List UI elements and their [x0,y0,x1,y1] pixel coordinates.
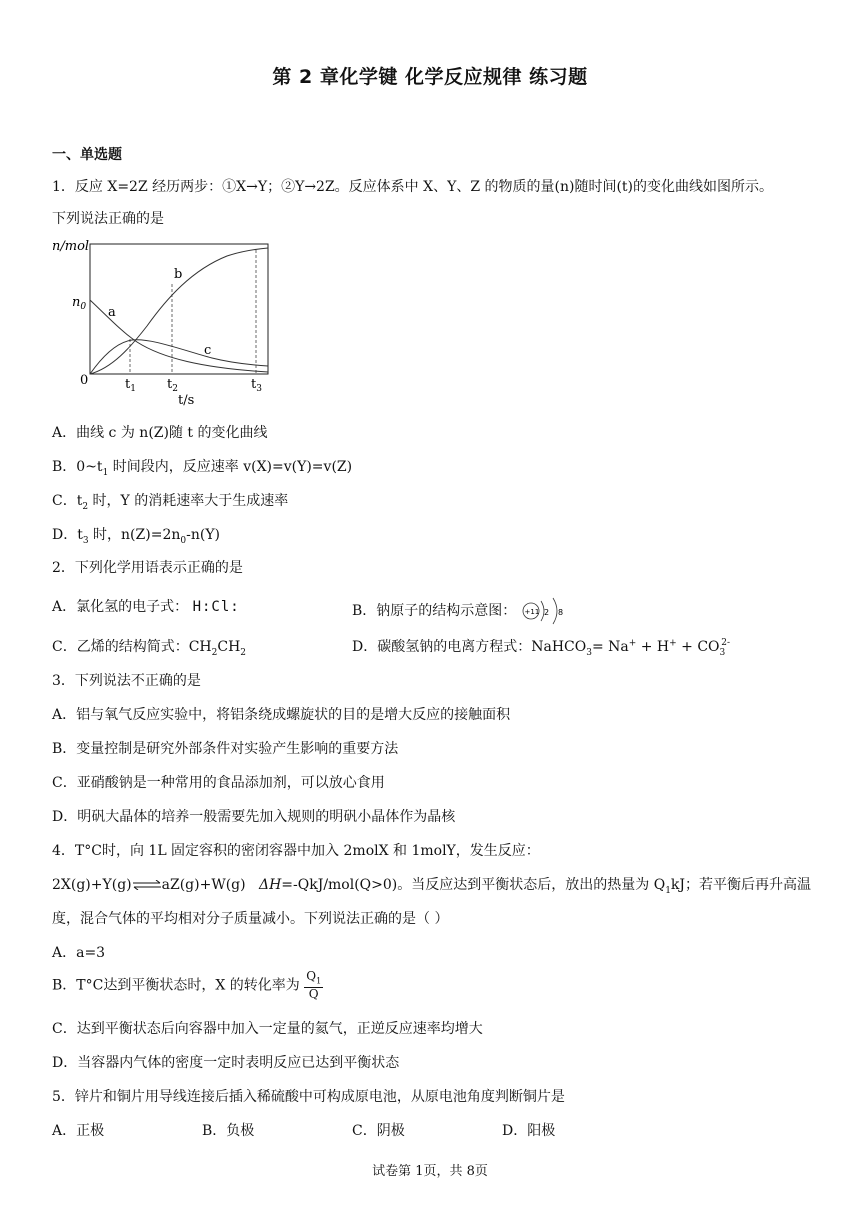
curve-c-label: c [204,343,212,358]
curve-c [90,340,268,374]
hcl-electron-formula: H:Cl: [192,599,240,615]
q3-option-d: D．明矾大晶体的培养一般需要先加入规则的明矾小晶体作为晶核 [52,809,456,825]
svg-text:8: 8 [557,608,563,617]
q5-stem: 5．锌片和铜片用导线连接后插入稀硫酸中可构成原电池，从原电池角度判断铜片是 [52,1089,565,1105]
q1-stem-line2: 下列说法正确的是 [52,211,164,227]
q4-option-d: D．当容器内气体的密度一定时表明反应已达到平衡状态 [52,1055,400,1071]
q1-option-b: B．$0\sim t_1$ 时间段内，反应速率 v(X)=v(Y)=v(Z) [52,459,353,478]
svg-text:2: 2 [543,608,549,617]
t1-tick-label: $t_1$ [125,377,136,394]
t2-tick-label: $t_2$ [167,377,178,394]
graph-origin-label: 0 [80,373,89,388]
svg-text:+11: +11 [524,608,540,616]
page-title: 第 2 章化学键 化学反应规律 练习题 [272,66,588,88]
q1-option-d: D．$t_3$ 时，$n(Z)=2n_0-n(Y)$ [52,527,221,546]
q5-option-c: C．阴极 [352,1123,405,1139]
conversion-fraction: $\frac{Q_1}{Q}$ [306,969,322,1002]
q3-option-b: B．变量控制是研究外部条件对实验产生影响的重要方法 [52,741,399,757]
q1-option-a: A．曲线 c 为 n(Z)随 t 的变化曲线 [52,425,268,441]
q4-stem-line1: 4．T°C时，向 1L 固定容积的密闭容器中加入 2molX 和 1molY，发生反应： [52,843,540,859]
curve-b-label: b [174,267,183,282]
page-footer: 试卷第 1页，共 8页 [372,1164,488,1179]
q5-option-a: A．正极 [52,1123,105,1139]
q2-stem: 2．下列化学用语表示正确的是 [52,560,243,576]
q3-stem: 3．下列说法不正确的是 [52,673,201,689]
curve-a-label: a [108,305,116,320]
graph-ylabel: n/mol [52,239,90,254]
graph-xlabel: t/s [178,393,195,408]
q2-option-a: A．氯化氢的电子式： H:Cl: [52,599,240,615]
q4-option-a: A．a=3 [52,945,106,961]
q4-equation-line: 2X(g)+Y(g) aZ(g)+W(g) ΔH=-QkJ/mol(Q>0)。当反应达到平衡状态后，放出的热量为 $Q_1kJ$；若平衡后再升高温 [52,877,812,896]
q1-stem-line1: 1．反应 X=2Z 经历两步：①X→Y；②Y→2Z。反应体系中 X、Y、Z 的物质的量(n)随时间(t)的变化曲线如图所示。 [52,179,774,195]
q1-option-c: C．$t_2$ 时，Y 的消耗速率大于生成速率 [52,493,289,512]
q5-option-b: B．负极 [202,1123,255,1139]
curve-a [90,300,268,372]
q2-option-b: B．钠原子的结构示意图： +11 2 8 [352,596,575,626]
graph-n0-label: $n_0$ [72,295,87,312]
q1-graph [52,236,292,408]
t3-tick-label: $t_3$ [251,377,262,394]
q3-option-a: A．铝与氧气反应实验中，将铝条绕成螺旋状的目的是增大反应的接触面积 [52,707,511,723]
equilibrium-arrow-icon [132,880,162,890]
q5-option-d: D．阳极 [502,1123,556,1139]
q4-stem-line3: 度，混合气体的平均相对分子质量减小。下列说法正确的是（ ） [52,911,449,927]
q2-option-c: C．乙烯的结构简式：$CH_2CH_2$ [52,639,247,658]
q2-option-d: D．碳酸氢钠的电离方程式：NaHCO$_3$= $Na^+ + H^+ + CO_3^{2-}$ [352,638,731,658]
section-heading: 一、单选题 [52,147,122,163]
q3-option-c: C．亚硝酸钠是一种常用的食品添加剂，可以放心食用 [52,775,385,791]
graph-frame [90,244,268,374]
sodium-atom-diagram [521,596,575,626]
q4-option-c: C．达到平衡状态后向容器中加入一定量的氦气，正逆反应速率均增大 [52,1021,483,1037]
q4-option-b: B．T°C达到平衡状态时，X 的转化率为 $\frac{Q_1}{Q}$ [52,969,322,1002]
